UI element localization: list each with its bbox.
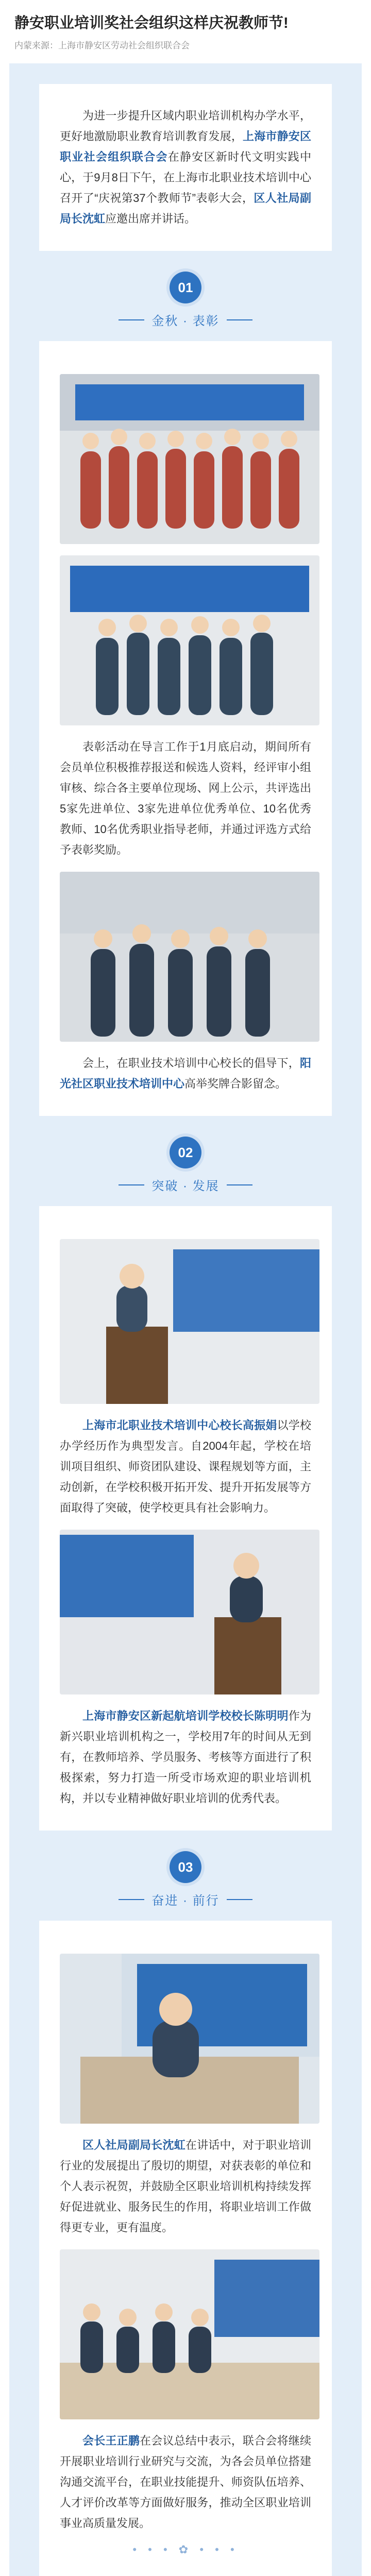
section-number: 01 [170,272,201,303]
section-title: 金秋 · 表彰 [151,314,220,328]
sec03-text-1: 在讲话中，对于职业培训行业的发展提出了殷切的期望，对获表彰的单位和个人表示祝贺，并鼓励全区职业培训机构持续发挥好促进就业、服务民生的作用，将职业培训工作做得更专业，更有温度。 [60,2139,311,2234]
section-01-paragraph-2 [60,1053,311,1094]
section-03-card [39,1921,332,2576]
sec02-text-2: 作为新兴职业培训机构之一，学校用7年的时间从无到有，在教师培养、学员服务、考核等方面进行了积极探索，努力打造一所受市场欢迎的职业培训机构，并以专业精神做好职业培训的优秀代表。 [60,1709,311,1805]
title-divider [119,1184,144,1185]
section-03-header [9,1831,362,1921]
intro-card [39,84,332,251]
intro-text-a: 为进一步提升区域内职业培训机构办学水平，更好地激励职业教育培训教育发展， [60,109,311,143]
title-divider [227,1184,252,1185]
photo-medal-ceremony [60,872,319,1042]
article-header [0,0,371,59]
photo-award-stage [60,555,319,725]
section-02-paragraph-1 [60,1415,311,1518]
section-title: 奋进 · 前行 [151,1894,220,1908]
article-title: 静安职业培训奖社会组织这样庆祝教师节! [14,15,289,31]
sec02-highlight-person-2: 上海市静安区新起航培训学校校长陈明明 [82,1709,289,1722]
title-divider [227,319,252,320]
title-divider [119,1899,144,1900]
section-03-paragraph-2 [60,2431,311,2534]
photo-award-group [60,374,319,544]
photo-leader-speech [60,1954,319,2124]
intro-paragraph [60,106,311,229]
sec03-highlight-person-1: 区人社局副局长沈虹 [82,2139,185,2151]
photo-speaker-2 [60,1530,319,1694]
section-02-paragraph-2 [60,1706,311,1809]
section-02-header [9,1116,362,1206]
section-03-paragraph-1 [60,2135,311,2238]
content-stage [9,63,362,2576]
intro-highlight-person: 区人社局副局长沈虹 [60,192,311,225]
section-number: 03 [170,1851,201,1883]
sec01-text-c: 高举奖牌合影留念。 [184,1077,287,1090]
photo-speaker-podium [60,1239,319,1404]
sec03-text-2: 在会议总结中表示，联合会将继续开展职业培训行业研究与交流，为各会员单位搭建沟通交流平台，在职业技能提升、师资队伍培养、人才评价改革等方面做好服务，推动全区职业培训事业高质量发展。 [60,2434,311,2530]
intro-highlight-org: 上海市静安区职业社会组织联合会 [60,130,311,163]
section-number: 02 [170,1137,201,1168]
section-01-header [9,251,362,341]
title-divider [227,1899,252,1900]
end-divider: • • • ✿ • • • [132,2543,239,2556]
section-01-card [39,341,332,1116]
sec02-text-1: 以学校办学经历作为典型发言。自2004年起，学校在培训项目组织、师资团队建设、课程规划等方面，主动创新，在学校积极开拓开发、提升开拓发展等方面取得了突破，使学校更具有社会影响力。 [60,1419,311,1514]
sec03-highlight-person-2: 会长王正鹏 [82,2434,140,2447]
sec02-highlight-person-1: 上海市北职业技术培训中心校长高振娟 [82,1419,277,1432]
sec01-text-a: 会上，在职业技术培训中心校长的倡导下， [82,1057,300,1070]
section-title: 突破 · 发展 [151,1179,220,1193]
article-meta[interactable]: 内蒙来源：上海市静安区劳动社会组织联合会 [14,41,190,50]
photo-meeting-room [60,2249,319,2419]
section-01-paragraph-1: 表彰活动在导言工作于1月底启动，期间所有会员单位积极推荐报送和候选人资料，经评审小组审核、综合各主要单位现场、网上公示，共评选出5家先进单位、3家先进单位优秀单位、10名优秀教师、10名优秀职业指导老师，并通过评选方式给予表彰奖励。 [60,740,311,856]
intro-text-c: 在静安区新时代文明实践中心，于9月8日下午，在上海市北职业技术培训中心召开了“庆祝第37个教师节”表彰大会， [60,150,311,205]
section-02-card [39,1206,332,1831]
sec01-highlight-org: 阳光社区职业技术培训中心 [60,1057,311,1090]
intro-text-e: 应邀出席并讲话。 [105,212,196,225]
title-divider [119,319,144,320]
